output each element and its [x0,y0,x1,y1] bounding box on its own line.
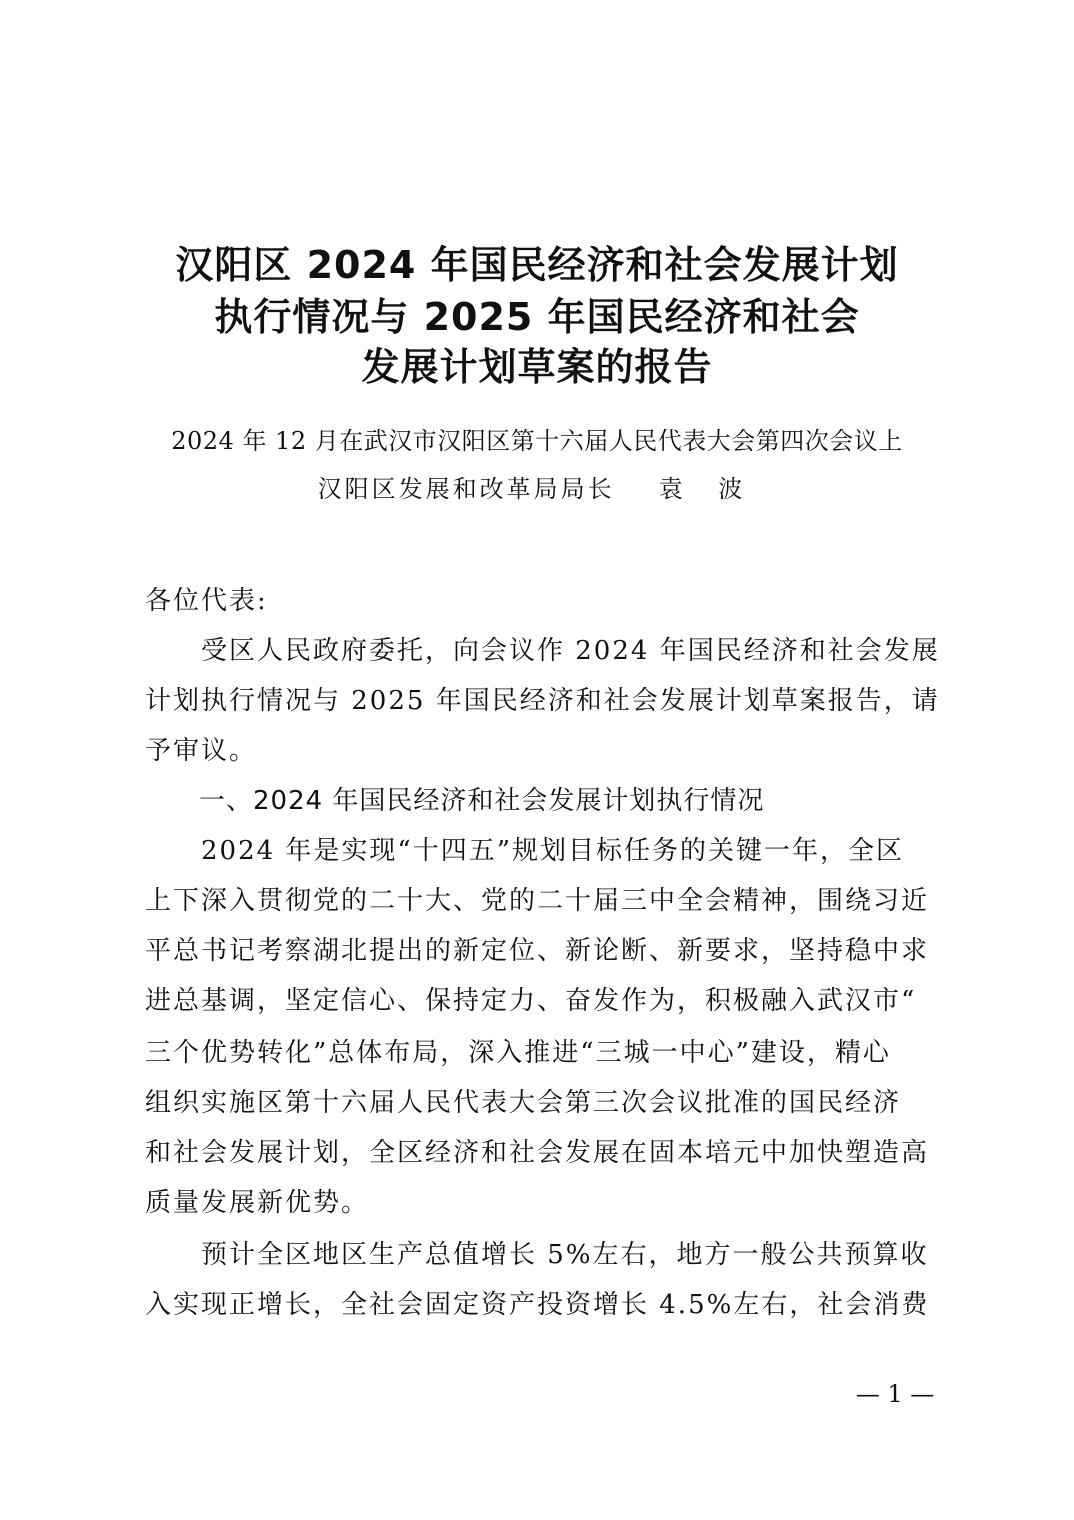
body-line: 三个优势转化”总体布局，深入推进“三城一中心”建设，精心 [145,1038,891,1068]
body-line: 计划执行情况与 2025 年国民经济和社会发展计划草案报告，请 [145,686,940,716]
body-line: 受区人民政府委托，向会议作 2024 年国民经济和社会发展 [145,636,940,666]
page-number: — 1 — [855,1380,935,1408]
meeting-occasion: 2024 年 12 月在武汉市汉阳区第十六届人民代表大会第四次会议上 [171,427,903,455]
body-line: 平总书记考察湖北提出的新定位、新论断、新要求，坚持稳中求 [145,936,930,966]
body-line: 组织实施区第十六届人民代表大会第三次会议批准的国民经济 [145,1088,902,1118]
salutation: 各位代表: [145,586,268,616]
body-line: 和社会发展计划，全区经济和社会发展在固本培元中加快塑造高 [145,1138,930,1168]
document-title-line-2: 执行情况与 2025 年国民经济和社会 [214,295,860,339]
body-line: 质量发展新优势。 [145,1188,370,1218]
author-name: 袁 波 [658,475,757,503]
body-line: 2024 年是实现“十四五”规划目标任务的关键一年，全区 [145,836,905,866]
body-line: 预计全区地区生产总值增长 5%左右，地方一般公共预算收 [145,1240,929,1270]
body-line: 入实现正增长，全社会固定资产投资增长 4.5%左右，社会消费 [145,1290,930,1320]
body-line: 予审议。 [145,736,258,766]
section-heading: 一、2024 年国民经济和社会发展计划执行情况 [145,786,765,816]
author-line [60,472,1014,506]
document-title-line-3: 发展计划草案的报告 [361,345,713,389]
document-title-line-1: 汉阳区 2024 年国民经济和社会发展计划 [175,243,899,287]
body-line: 进总基调，坚定信心、保持定力、奋发作为，积极融入武汉市“ [145,986,917,1016]
body-line: 上下深入贯彻党的二十大、党的二十届三中全会精神，围绕习近 [145,886,930,916]
author-title: 汉阳区发展和改革局局长 [317,475,615,503]
